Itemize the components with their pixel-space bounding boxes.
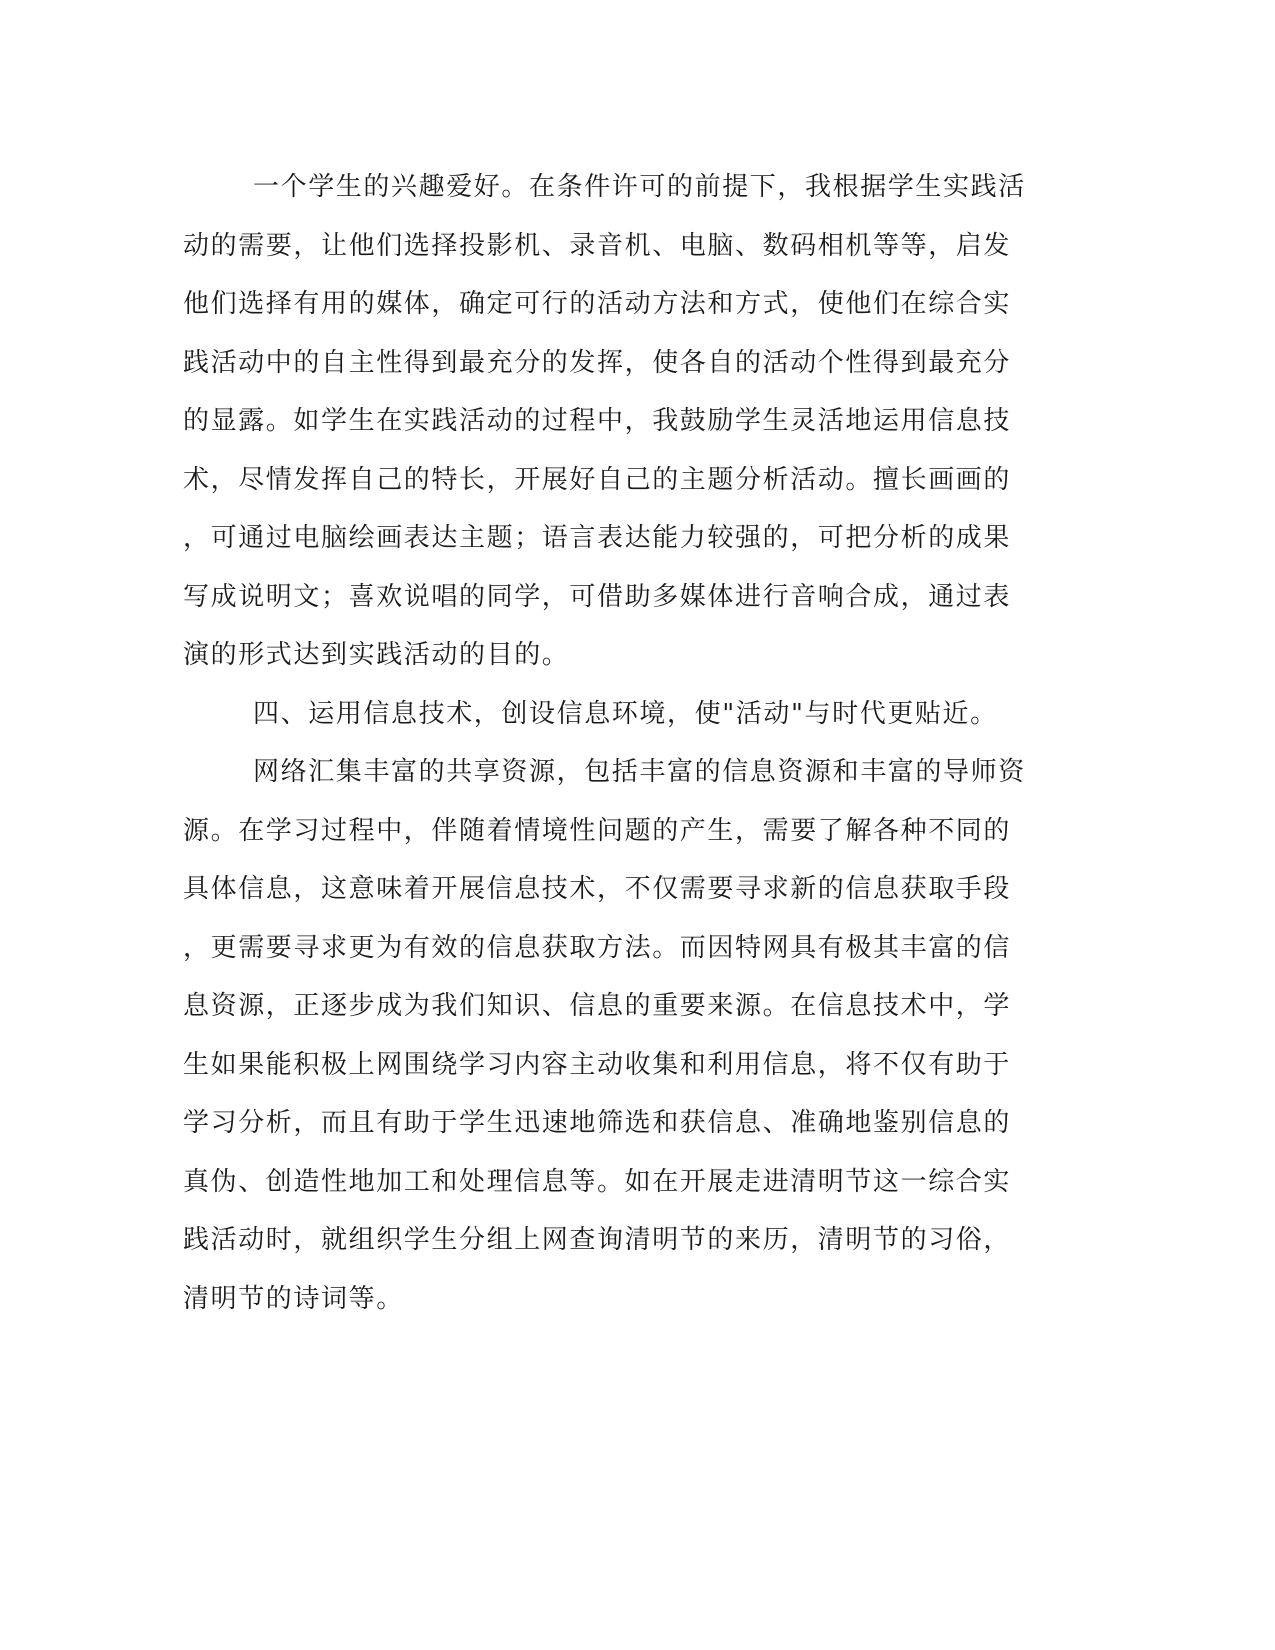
paragraph-line: 演的形式达到实践活动的目的。 — [183, 640, 570, 670]
paragraph-line: 清明节的诗词等。 — [183, 1283, 404, 1314]
paragraph-line: 术，尽情发挥自己的特长，开展好自己的主题分析活动。擅长画画的 — [183, 464, 1012, 495]
paragraph-line: 具体信息，这意味着开展信息技术，不仅需要寻求新的信息获取手段 — [183, 874, 1012, 904]
paragraph-line: 的显露。如学生在实践活动的过程中，我鼓励学生灵活地运用信息技 — [183, 406, 1012, 436]
paragraph-line: 践活动中的自主性得到最充分的发挥，使各自的活动个性得到最充分 — [183, 347, 1012, 378]
paragraph-line: 源。在学习过程中，伴随着情境性问题的产生，需要了解各种不同的 — [183, 815, 1012, 846]
paragraph-line: 学习分析，而且有助于学生迅速地筛选和获信息、准确地鉴别信息的 — [183, 1108, 1012, 1138]
paragraph-line: 网络汇集丰富的共享资源，包括丰富的信息资源和丰富的导师资 — [253, 757, 1026, 787]
paragraph-line: 一个学生的兴趣爱好。在条件许可的前提下，我根据学生实践活 — [253, 172, 1026, 202]
paragraph-line: 生如果能积极上网围绕学习内容主动收集和利用信息，将不仅有助于 — [183, 1049, 1012, 1080]
paragraph-line: 写成说明文；喜欢说唱的同学，可借助多媒体进行音响合成，通过表 — [183, 581, 1012, 612]
paragraph-line: ，可通过电脑绘画表达主题；语言表达能力较强的，可把分析的成果 — [183, 523, 1012, 553]
paragraph-line: 真伪、创造性地加工和处理信息等。如在开展走进清明节这一综合实 — [183, 1166, 1012, 1197]
paragraph-line: ，更需要寻求更为有效的信息获取方法。而因特网具有极其丰富的信 — [183, 932, 1012, 963]
paragraph-line: 他们选择有用的媒体，确定可行的活动方法和方式，使他们在综合实 — [183, 289, 1012, 319]
paragraph-line: 动的需要，让他们选择投影机、录音机、电脑、数码相机等等，启发 — [183, 230, 1012, 261]
section-heading: 四、运用信息技术，创设信息环境，使"活动"与时代更贴近。 — [253, 698, 998, 729]
paragraph-line: 践活动时，就组织学生分组上网查询清明节的来历，清明节的习俗， — [183, 1225, 1012, 1255]
paragraph-line: 息资源，正逐步成为我们知识、信息的重要来源。在信息技术中，学 — [183, 991, 1012, 1021]
document-body — [183, 158, 1063, 1328]
